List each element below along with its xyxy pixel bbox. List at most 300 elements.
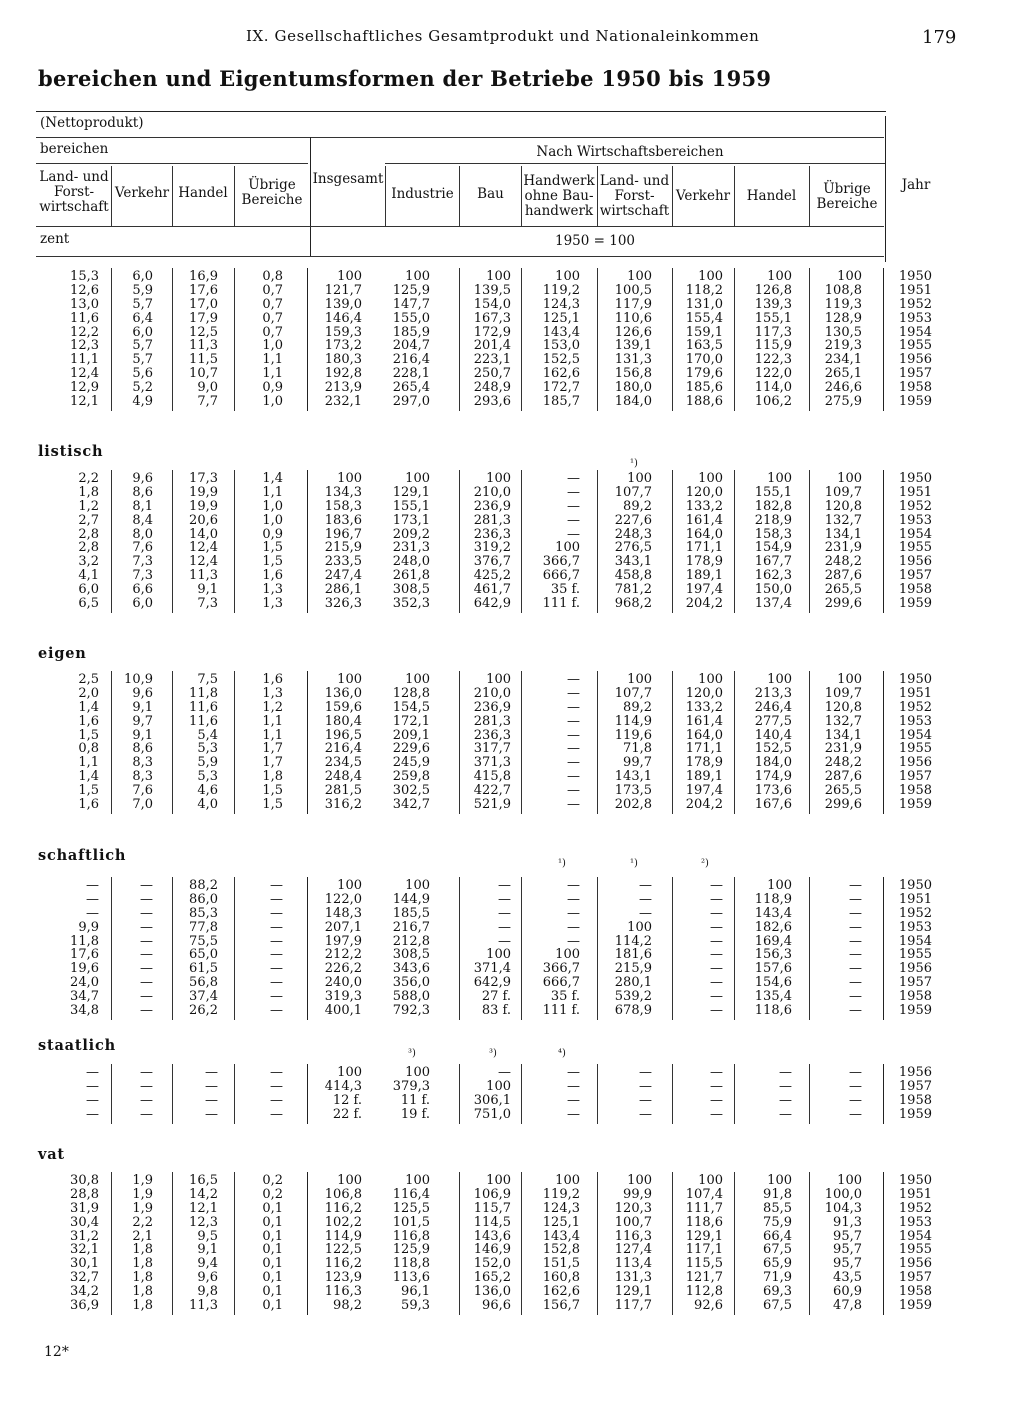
col-sep	[734, 268, 735, 411]
table-row	[0, 921, 1024, 935]
col-sep	[809, 877, 810, 1020]
table-row	[0, 270, 1024, 284]
cell-land-forst-idx: 184,0	[614, 394, 652, 410]
cell-land-forst-idx: 280,1	[614, 975, 652, 991]
cell-verkehr-idx: 170,0	[685, 352, 723, 368]
table-row	[0, 770, 1024, 784]
cell-handwerk: 185,7	[542, 394, 580, 410]
cell-verkehr: 9,1	[132, 727, 153, 743]
cell-insgesamt: 134,3	[324, 484, 362, 500]
cell-land-forst: 1,1	[78, 755, 99, 771]
cell-uebrige-idx: 91,3	[833, 1214, 862, 1230]
cell-uebrige: —	[270, 1065, 283, 1080]
cell-insgesamt: 146,4	[324, 310, 362, 326]
cell-handwerk: 124,3	[542, 1200, 580, 1216]
col-header-industrie: Industrie	[391, 186, 454, 202]
cell-industrie: 19 f.	[400, 1106, 430, 1122]
col-sep	[597, 1064, 598, 1124]
cell-handel-idx: 106,2	[754, 394, 792, 410]
cell-handel: —	[205, 1092, 218, 1108]
cell-land-forst-idx: 248,3	[614, 526, 652, 542]
cell-bau: 210,0	[473, 484, 511, 500]
cell-verkehr-idx: 171,1	[685, 741, 723, 757]
col-header-land: Land- und Forst-wirtschaft	[39, 169, 109, 215]
cell-verkehr-idx: —	[710, 919, 723, 935]
cell-verkehr: 6,0	[132, 596, 153, 612]
col-sep	[809, 671, 810, 814]
cell-handel: 85,3	[189, 905, 218, 921]
cell-insgesamt: 159,3	[324, 324, 362, 340]
cell-verkehr: 5,7	[132, 338, 153, 354]
col-sep	[809, 1064, 810, 1124]
cell-handel: 5,9	[197, 755, 218, 771]
cell-industrie: 155,1	[392, 498, 430, 514]
cell-handwerk: —	[567, 797, 580, 813]
table-row	[0, 541, 1024, 555]
cell-handel: 11,3	[189, 338, 218, 354]
cell-handel: 11,6	[189, 699, 218, 715]
cell-uebrige: —	[270, 878, 283, 893]
cell-uebrige-idx: 248,2	[824, 755, 862, 771]
cell-land-forst: 34,7	[70, 989, 99, 1005]
cell-land-forst: 6,0	[78, 582, 99, 598]
table-row	[0, 673, 1024, 687]
col-sep	[672, 268, 673, 411]
cell-land-forst-idx: 227,6	[614, 512, 652, 528]
cell-insgesamt: 316,2	[324, 797, 362, 813]
col-sep	[521, 877, 522, 1020]
cell-jahr: 1958	[898, 989, 932, 1005]
cell-land-forst-idx: 100	[627, 1173, 652, 1188]
cell-verkehr-idx: 120,0	[685, 685, 723, 701]
cell-industrie: 379,3	[392, 1078, 430, 1094]
cell-handwerk: —	[567, 891, 580, 907]
cell-jahr: 1959	[898, 1003, 932, 1019]
table-row	[0, 715, 1024, 729]
cell-jahr: 1950	[898, 1173, 932, 1188]
cell-handel-idx: 118,9	[754, 891, 792, 907]
cell-land-forst: 28,8	[70, 1186, 99, 1202]
cell-verkehr-idx: 107,4	[685, 1186, 723, 1202]
cell-industrie: 59,3	[401, 1298, 430, 1314]
cell-handel: 61,5	[189, 961, 218, 977]
cell-handel-idx: —	[779, 1065, 792, 1080]
cell-verkehr: —	[140, 1065, 153, 1080]
footnote-marker: ¹)	[630, 458, 638, 469]
section-rows	[0, 1174, 1024, 1313]
cell-verkehr-idx: 100	[698, 1173, 723, 1188]
col-sep	[172, 1064, 173, 1124]
cell-land-forst: 32,7	[70, 1270, 99, 1286]
cell-insgesamt: 123,9	[324, 1270, 362, 1286]
cell-verkehr: —	[140, 878, 153, 893]
cell-uebrige-idx: 100,0	[824, 1186, 862, 1202]
cell-jahr: 1953	[898, 713, 932, 729]
table-row	[0, 1230, 1024, 1244]
cell-uebrige-idx: 299,6	[824, 797, 862, 813]
cell-jahr: 1958	[898, 783, 932, 799]
cell-verkehr-idx: 112,8	[685, 1284, 723, 1300]
cell-jahr: 1952	[898, 699, 932, 715]
cell-verkehr-idx: —	[710, 1078, 723, 1094]
cell-land-forst-idx: —	[639, 905, 652, 921]
cell-bau: 100	[486, 947, 511, 963]
cell-bau: 100	[486, 269, 511, 284]
cell-uebrige-idx: 219,3	[824, 338, 862, 354]
cell-uebrige-idx: —	[849, 975, 862, 991]
cell-uebrige: 0,1	[262, 1242, 283, 1258]
cell-handel-idx: —	[779, 1106, 792, 1122]
cell-handel: 11,5	[189, 352, 218, 368]
cell-handel-idx: 100	[767, 1173, 792, 1188]
cell-handwerk: —	[567, 526, 580, 542]
col-sep	[521, 1064, 522, 1124]
cell-uebrige-idx: 120,8	[824, 498, 862, 514]
cell-verkehr-idx: 188,6	[685, 394, 723, 410]
cell-handel-idx: —	[779, 1092, 792, 1108]
cell-verkehr: 5,2	[132, 380, 153, 396]
cell-land-forst-idx: 71,8	[623, 741, 652, 757]
cell-handwerk: 666,7	[542, 568, 580, 584]
cell-industrie: 343,6	[392, 961, 430, 977]
cell-bau: 96,6	[482, 1298, 511, 1314]
cell-jahr: 1950	[898, 471, 932, 486]
cell-handwerk: 152,8	[542, 1242, 580, 1258]
col-sep	[597, 671, 598, 814]
cell-uebrige: 1,1	[262, 366, 283, 382]
running-head: IX. Gesellschaftliches Gesamtprodukt und Nationaleinkommen	[246, 27, 760, 45]
cell-verkehr-idx: 164,0	[685, 526, 723, 542]
cell-verkehr-idx: 189,1	[685, 769, 723, 785]
cell-handel: 9,0	[197, 380, 218, 396]
cell-industrie: 125,5	[392, 1200, 430, 1216]
cell-handel-idx: 167,6	[754, 797, 792, 813]
cell-verkehr: 8,3	[132, 755, 153, 771]
table-row	[0, 990, 1024, 1004]
cell-verkehr-idx: 121,7	[685, 1270, 723, 1286]
col-sep	[734, 1172, 735, 1315]
right-group-label: Nach Wirtschaftsbereichen	[536, 144, 724, 160]
cell-jahr: 1951	[898, 282, 932, 298]
section-rows	[0, 270, 1024, 409]
cell-jahr: 1955	[898, 947, 932, 963]
cell-handel-idx: 156,3	[754, 947, 792, 963]
col-sep	[597, 1172, 598, 1315]
cell-handel-idx: 155,1	[754, 484, 792, 500]
cell-jahr: 1952	[898, 498, 932, 514]
cell-uebrige: —	[270, 989, 283, 1005]
cell-land-forst-idx: 202,8	[614, 797, 652, 813]
cell-jahr: 1951	[898, 685, 932, 701]
cell-handel-idx: 69,3	[763, 1284, 792, 1300]
cell-industrie: 302,5	[392, 783, 430, 799]
cell-verkehr-idx: 189,1	[685, 568, 723, 584]
cell-handel-idx: 218,9	[754, 512, 792, 528]
cell-handel: 12,4	[189, 540, 218, 556]
cell-insgesamt: 121,7	[324, 282, 362, 298]
cell-handwerk: 143,4	[542, 324, 580, 340]
cell-bau: 422,7	[473, 783, 511, 799]
cell-land-forst-idx: 276,5	[614, 540, 652, 556]
cell-bau: —	[498, 891, 511, 907]
cell-handel: —	[205, 1078, 218, 1094]
cell-uebrige: 1,0	[262, 498, 283, 514]
cell-jahr: 1954	[898, 933, 932, 949]
cell-handel: 7,3	[197, 596, 218, 612]
cell-insgesamt: 232,1	[324, 394, 362, 410]
cell-handwerk: 111 f.	[542, 596, 580, 612]
cell-land-forst: 30,1	[70, 1256, 99, 1272]
cell-uebrige: 1,1	[262, 713, 283, 729]
cell-verkehr-idx: 197,4	[685, 783, 723, 799]
cell-verkehr: 5,7	[132, 352, 153, 368]
cell-land-forst: 32,1	[70, 1242, 99, 1258]
footnote-marker: ²)	[701, 858, 709, 869]
cell-handel: 75,5	[189, 933, 218, 949]
table-top-rule	[36, 111, 886, 112]
table-row	[0, 742, 1024, 756]
cell-uebrige-idx: 109,7	[824, 685, 862, 701]
cell-insgesamt: 12 f.	[332, 1092, 362, 1108]
cell-insgesamt: 116,2	[324, 1256, 362, 1272]
cell-handel-idx: 154,6	[754, 975, 792, 991]
cell-uebrige-idx: 248,2	[824, 554, 862, 570]
cell-land-forst: 31,2	[70, 1228, 99, 1244]
cell-land-forst: 2,2	[78, 471, 99, 486]
cell-insgesamt: 173,2	[324, 338, 362, 354]
cell-industrie: 128,8	[392, 685, 430, 701]
col-sep	[234, 671, 235, 814]
cell-handel: 5,3	[197, 741, 218, 757]
cell-bau: 281,3	[473, 713, 511, 729]
table-row	[0, 367, 1024, 381]
table-row	[0, 500, 1024, 514]
col-sep	[459, 470, 460, 613]
cell-uebrige: —	[270, 1106, 283, 1122]
cell-jahr: 1957	[898, 1078, 932, 1094]
cell-uebrige: 0,7	[262, 282, 283, 298]
cell-uebrige: 1,3	[262, 596, 283, 612]
table-row	[0, 583, 1024, 597]
cell-uebrige-idx: —	[849, 919, 862, 935]
cell-uebrige: 1,0	[262, 394, 283, 410]
cell-insgesamt: 207,1	[324, 919, 362, 935]
col-header-jahr: Jahr	[901, 177, 931, 193]
cell-land-forst: 34,8	[70, 1003, 99, 1019]
cell-verkehr-idx: —	[710, 891, 723, 907]
cell-insgesamt: 240,0	[324, 975, 362, 991]
cell-handel: 4,0	[197, 797, 218, 813]
cell-jahr: 1950	[898, 269, 932, 284]
page-number: 179	[922, 27, 957, 48]
cell-handwerk: 151,5	[542, 1256, 580, 1272]
cell-handwerk: —	[567, 1065, 580, 1080]
cell-verkehr: —	[140, 905, 153, 921]
cell-land-forst: 36,9	[70, 1298, 99, 1314]
cell-handel-idx: 277,5	[754, 713, 792, 729]
cell-industrie: 216,7	[392, 919, 430, 935]
cell-handel-idx: 154,9	[754, 540, 792, 556]
cell-verkehr: 6,4	[132, 310, 153, 326]
cell-verkehr-idx: 100	[698, 672, 723, 687]
cell-uebrige-idx: 231,9	[824, 540, 862, 556]
table-row	[0, 1094, 1024, 1108]
cell-bau: 521,9	[473, 797, 511, 813]
col-sep	[172, 470, 173, 613]
cell-handel-idx: 100	[767, 471, 792, 486]
cell-uebrige: 1,5	[262, 783, 283, 799]
cell-insgesamt: 196,7	[324, 526, 362, 542]
cell-handel: 26,2	[189, 1003, 218, 1019]
cell-handwerk: —	[567, 685, 580, 701]
cell-land-forst-idx: 100	[627, 269, 652, 284]
cell-land-forst-idx: 100	[627, 672, 652, 687]
cell-handel: 77,8	[189, 919, 218, 935]
left-group-label: bereichen	[40, 141, 109, 157]
cell-industrie: 209,1	[392, 727, 430, 743]
cell-handel: 86,0	[189, 891, 218, 907]
cell-industrie: 308,5	[392, 582, 430, 598]
section-title: vat	[38, 1146, 65, 1163]
cell-verkehr-idx: —	[710, 1003, 723, 1019]
cell-uebrige: 0,2	[262, 1186, 283, 1202]
cell-uebrige-idx: 95,7	[833, 1242, 862, 1258]
cell-verkehr-idx: 115,5	[685, 1256, 723, 1272]
cell-handel: 9,4	[197, 1256, 218, 1272]
section-title: listisch	[38, 443, 104, 460]
cell-bau: 236,3	[473, 727, 511, 743]
cell-insgesamt: 247,4	[324, 568, 362, 584]
cell-insgesamt: 180,3	[324, 352, 362, 368]
cell-industrie: 116,4	[392, 1186, 430, 1202]
cell-uebrige: —	[270, 975, 283, 991]
cell-handel: 11,8	[189, 685, 218, 701]
cell-handel: 88,2	[189, 878, 218, 893]
footnote-marker: ¹)	[558, 858, 566, 869]
cell-land-forst-idx: 100	[627, 471, 652, 486]
table-row	[0, 798, 1024, 812]
cell-industrie: 116,8	[392, 1228, 430, 1244]
col-sep	[521, 268, 522, 411]
cell-handel-idx: 135,4	[754, 989, 792, 1005]
cell-jahr: 1954	[898, 1228, 932, 1244]
cell-verkehr: 9,6	[132, 471, 153, 486]
table-row	[0, 1257, 1024, 1271]
table-row	[0, 472, 1024, 486]
cell-bau: 371,3	[473, 755, 511, 771]
cell-bau: 236,9	[473, 699, 511, 715]
cell-jahr: 1955	[898, 338, 932, 354]
col-sep	[234, 1172, 235, 1315]
cell-verkehr: 7,6	[132, 540, 153, 556]
cell-land-forst: —	[86, 1106, 99, 1122]
table-row	[0, 1188, 1024, 1202]
cell-verkehr: 8,6	[132, 741, 153, 757]
table-row	[0, 1271, 1024, 1285]
cell-verkehr-idx: —	[710, 878, 723, 893]
cell-handwerk: 152,5	[542, 352, 580, 368]
cell-insgesamt: 102,2	[324, 1214, 362, 1230]
cell-handel-idx: 246,4	[754, 699, 792, 715]
cell-insgesamt: 122,5	[324, 1242, 362, 1258]
cell-insgesamt: 159,6	[324, 699, 362, 715]
cell-uebrige-idx: 128,9	[824, 310, 862, 326]
cell-handel: 14,0	[189, 526, 218, 542]
cell-verkehr: 1,8	[132, 1242, 153, 1258]
cell-bau: 100	[486, 1078, 511, 1094]
cell-jahr: 1958	[898, 582, 932, 598]
cell-verkehr-idx: —	[710, 1065, 723, 1080]
cell-handel-idx: 182,6	[754, 919, 792, 935]
cell-verkehr: 6,6	[132, 582, 153, 598]
cell-industrie: 229,6	[392, 741, 430, 757]
cell-land-forst-idx: 215,9	[614, 961, 652, 977]
cell-handwerk: 100	[555, 540, 580, 556]
cell-jahr: 1953	[898, 1214, 932, 1230]
cell-handwerk: 162,6	[542, 1284, 580, 1300]
cell-verkehr-idx: 118,6	[685, 1214, 723, 1230]
cell-uebrige: 0,7	[262, 296, 283, 312]
cell-insgesamt: 326,3	[324, 596, 362, 612]
cell-verkehr-idx: 161,4	[685, 713, 723, 729]
cell-industrie: 100	[405, 672, 430, 687]
cell-handel-idx: 213,3	[754, 685, 792, 701]
col-header-uebrige: Übrige Bereiche	[241, 177, 303, 208]
cell-bau: 210,0	[473, 685, 511, 701]
cell-verkehr-idx: 133,2	[685, 699, 723, 715]
cell-land-forst: 12,4	[70, 366, 99, 382]
col-sep	[809, 470, 810, 613]
cell-land-forst: 13,0	[70, 296, 99, 312]
cell-insgesamt: 215,9	[324, 540, 362, 556]
table-row	[0, 935, 1024, 949]
cell-land-forst: 11,6	[70, 310, 99, 326]
cell-insgesamt: 281,5	[324, 783, 362, 799]
cell-jahr: 1958	[898, 1284, 932, 1300]
cell-handel-idx: 152,5	[754, 741, 792, 757]
cell-handwerk: —	[567, 741, 580, 757]
section-rows	[0, 1066, 1024, 1122]
cell-jahr: 1957	[898, 568, 932, 584]
cell-land-forst-idx: 89,2	[623, 699, 652, 715]
cell-bau: 114,5	[473, 1214, 511, 1230]
col-sep	[734, 470, 735, 613]
cell-bau: 27 f.	[481, 989, 511, 1005]
cell-handwerk: 100	[555, 947, 580, 963]
cell-handel-idx: 66,4	[763, 1228, 792, 1244]
cell-handel-idx: 143,4	[754, 905, 792, 921]
table-row	[0, 907, 1024, 921]
cell-verkehr-idx: 92,6	[694, 1298, 723, 1314]
cell-insgesamt: 414,3	[324, 1078, 362, 1094]
cell-verkehr: —	[140, 1003, 153, 1019]
cell-verkehr: 8,0	[132, 526, 153, 542]
col-sep	[111, 1064, 112, 1124]
cell-land-forst-idx: —	[639, 1065, 652, 1080]
table-row	[0, 353, 1024, 367]
cell-uebrige-idx: 100	[837, 672, 862, 687]
cell-verkehr-idx: 100	[698, 471, 723, 486]
cell-land-forst-idx: 100,7	[614, 1214, 652, 1230]
cell-verkehr-idx: —	[710, 947, 723, 963]
cell-land-forst: 12,1	[70, 394, 99, 410]
cell-bau: 152,0	[473, 1256, 511, 1272]
cell-handel: 20,6	[189, 512, 218, 528]
cell-uebrige-idx: 47,8	[833, 1298, 862, 1314]
cell-land-forst: 12,3	[70, 338, 99, 354]
col-sep	[672, 671, 673, 814]
cell-land-forst-idx: 114,9	[614, 713, 652, 729]
